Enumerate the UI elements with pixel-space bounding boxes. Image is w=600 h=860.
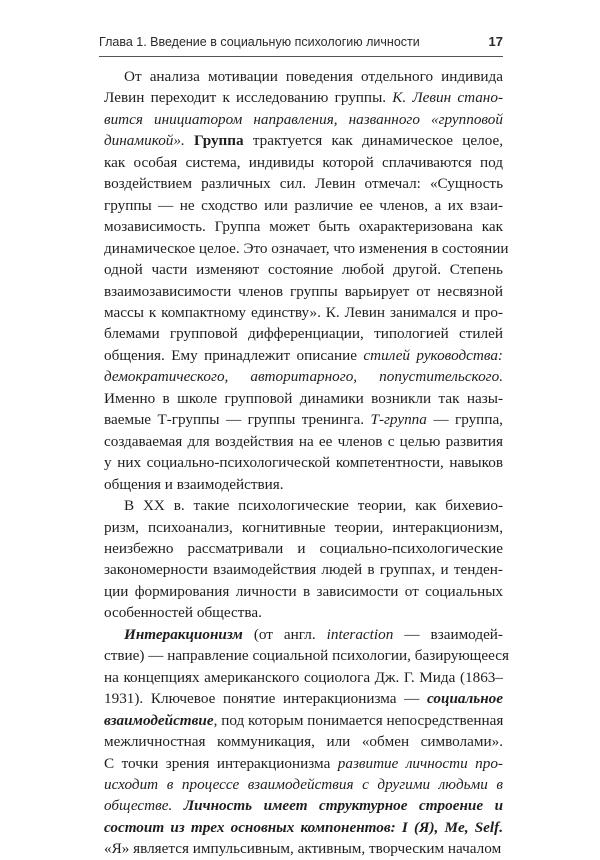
text-run: , под которым понимается непосредственная [213, 711, 504, 729]
text-run: социальное [427, 690, 503, 708]
text-run: 1931). Ключевое понятие интеракционизма — [104, 690, 428, 708]
text-run: — группа, [426, 411, 503, 429]
text-run: межличностная коммуникация, или «обмен символами». [104, 733, 503, 751]
text-run: ствие) — направление социальной психологии, базирующееся [104, 647, 509, 665]
text-line [104, 517, 503, 538]
paragraph [104, 495, 503, 624]
text-run: воздействием различных сил. Левин отмечал: «Сущность [104, 175, 503, 193]
text-line [104, 366, 503, 387]
text-run: Левин переходит к исследованию группы. [104, 89, 393, 107]
text-line [104, 581, 503, 602]
text-line [104, 173, 503, 194]
text-line [104, 302, 503, 323]
text-run: «Я» является импульсивным, активным, творческим началом [104, 840, 502, 858]
text-line [104, 645, 509, 666]
text-line [104, 66, 503, 87]
text-line [104, 109, 503, 130]
text-run: В XX в. такие психологические теории, как бихевио- [124, 497, 503, 515]
text-run: трактуется как динамическое целое, [243, 132, 504, 150]
text-run: взаимозависимости членов группы варьирует от несвязной [104, 282, 503, 300]
text-run: Т-группа [370, 411, 427, 429]
text-line [104, 710, 503, 731]
text-line [104, 152, 503, 173]
text-line [104, 667, 503, 688]
text-run: К. Левин стано- [392, 89, 503, 107]
text-run: ции формирования личности в зависимости от социальных [104, 582, 503, 600]
text-run: одной части изменяют состояние любой другой. Степень [104, 261, 503, 279]
text-line [104, 238, 509, 259]
text-run: Интеракционизм [124, 625, 243, 643]
paragraph [104, 66, 509, 495]
text-run: вится инициатором направления, названного «групповой [104, 110, 503, 128]
text-line [104, 281, 503, 302]
paragraph [104, 624, 509, 860]
text-run: стилей руководства: [363, 346, 503, 364]
text-run: interaction [326, 625, 394, 643]
text-line [104, 130, 503, 151]
text-run [185, 132, 194, 149]
text-run: общения и взаимодействия. [104, 475, 284, 493]
body-text [104, 66, 509, 860]
text-run: обществе. [104, 797, 173, 815]
text-run: демократического, авторитарного, попустительского. [104, 368, 503, 386]
text-run: особенностей общества. [104, 604, 262, 622]
running-header [99, 34, 503, 49]
text-run: динамикой». [104, 132, 185, 150]
text-run: общения. Ему принадлежит описание [104, 346, 364, 364]
text-run: группы — не сходство или различие ее членов, а их взаи- [104, 196, 503, 214]
text-run: динамическое целое. Это означает, что изменения в состоянии [104, 239, 509, 257]
text-run: (от англ. [242, 625, 327, 643]
text-run: Личность имеет структурное строение и [183, 797, 504, 815]
text-run: мозависимость. Группа может быть охарактеризована как [104, 218, 503, 236]
text-run: массы к компактному единству». К. Левин занимался и про- [104, 303, 503, 321]
text-line [104, 559, 503, 580]
text-line [104, 259, 503, 280]
text-line [104, 388, 503, 409]
text-run: Именно в школе групповой динамики возникли так назы- [104, 389, 503, 407]
text-run: у них социально-психологической компетентности, навыков [104, 454, 503, 472]
text-run: как особая система, индивиды которой сплачиваются под [104, 153, 503, 171]
text-run: взаимодействие [104, 711, 214, 729]
text-run [172, 797, 183, 814]
text-line [104, 774, 503, 795]
text-run: на концепциях американского социолога Дж. Г. Мида (1863– [104, 668, 503, 686]
text-line [104, 323, 503, 344]
text-run: исходит в процессе взаимодействия с другими людьми в [104, 775, 503, 793]
text-line [104, 474, 503, 495]
text-line [104, 195, 503, 216]
text-run: От анализа мотивации поведения отдельного индивида [124, 68, 503, 85]
text-line [104, 431, 503, 452]
chapter-title: Глава 1. Введение в социальную психологию личности [99, 35, 420, 49]
text-line [104, 624, 503, 645]
header-rule [99, 56, 503, 57]
text-run: С точки зрения интеракционизма [104, 754, 338, 772]
text-line [104, 87, 503, 108]
text-line [104, 688, 503, 709]
text-line [104, 452, 503, 473]
text-run: развитие личности про- [337, 754, 503, 772]
text-line [104, 216, 503, 237]
text-line [104, 538, 503, 559]
page-number: 17 [488, 34, 503, 49]
text-line [104, 838, 503, 859]
text-run: ризм, психоанализ, когнитивные теории, интеракционизм, [104, 518, 503, 536]
text-line [104, 495, 503, 516]
text-run: ваемые Т-группы — группы тренинга. [104, 411, 371, 429]
text-run: блемами групповой дифференциации, типологией стилей [104, 325, 503, 343]
text-line [104, 795, 503, 816]
text-line [104, 753, 503, 774]
text-line [104, 409, 503, 430]
text-run: Группа [194, 132, 244, 150]
text-run: — взаимодей- [393, 625, 503, 643]
text-line [104, 817, 503, 838]
text-run: создаваемая для воздействия на ее членов с целью развития [104, 432, 503, 450]
text-run: закономерности взаимодействия людей в группах, и тенден- [104, 561, 503, 579]
text-run: состоит из трех основных компонентов: I (Я), Me, Self. [104, 818, 503, 836]
text-run: неизбежно рассматривали и социально-психологические [104, 539, 503, 557]
text-line [104, 731, 503, 752]
text-line [104, 345, 503, 366]
text-line [104, 602, 503, 623]
